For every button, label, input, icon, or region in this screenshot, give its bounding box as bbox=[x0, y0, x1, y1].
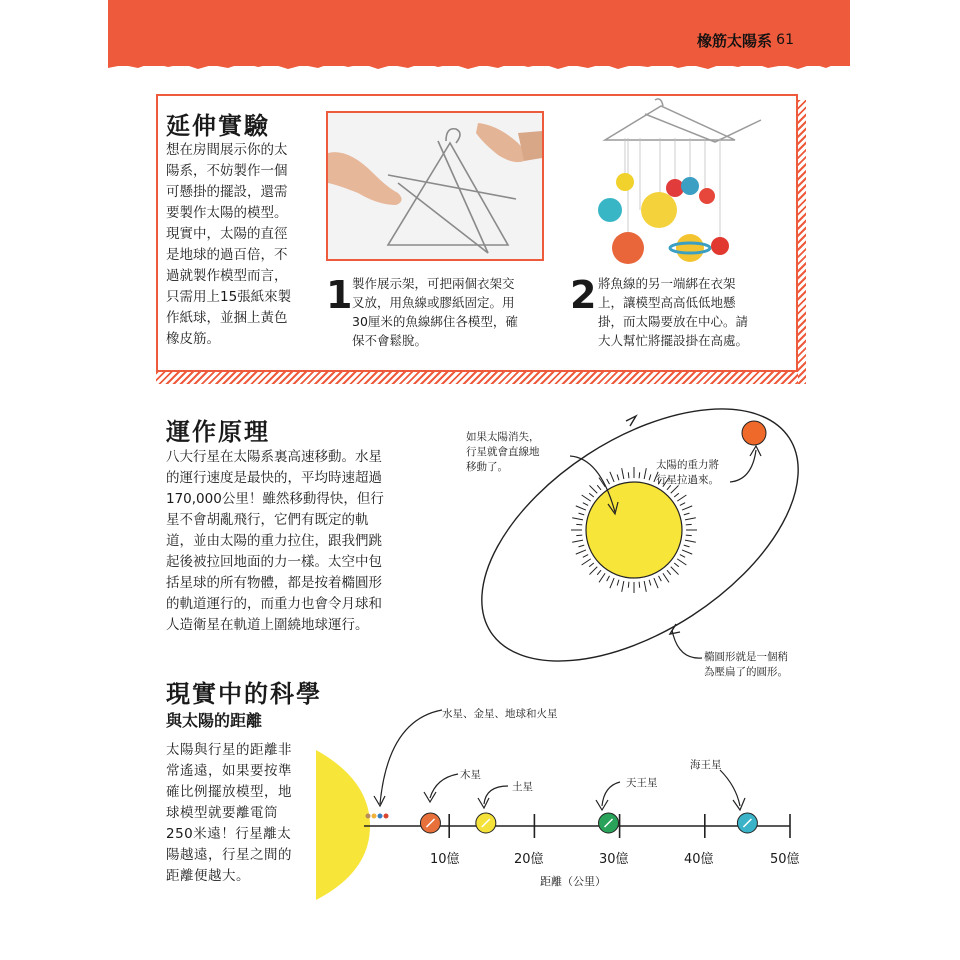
text-line: 掛，而太陽要放在中心。請 bbox=[598, 314, 749, 329]
pointer-arrow bbox=[672, 630, 702, 658]
sun-ray bbox=[685, 540, 696, 542]
sun-ray bbox=[576, 535, 582, 536]
extension-paragraph bbox=[166, 140, 316, 350]
text-line: 的軌道運行的，而重力也會令月球和 bbox=[166, 596, 382, 612]
text-line: 橡皮筋。 bbox=[166, 331, 220, 347]
step-number: 2 bbox=[570, 273, 597, 317]
inner-planets-label: 水星、金星、地球和火星 bbox=[442, 708, 558, 720]
text-line: 製作展示架，可把兩個衣架交 bbox=[352, 276, 515, 291]
venus bbox=[372, 814, 377, 819]
step-number: 1 bbox=[326, 273, 353, 317]
sun-ray bbox=[684, 545, 690, 547]
panel-shadow-hatch bbox=[156, 372, 804, 384]
sun-ray bbox=[686, 524, 692, 525]
annotation-ellipse: 橢圓形就是一個稍 為壓扁了的圓形。 bbox=[704, 651, 788, 678]
text-line: 250米遠！行星離太 bbox=[166, 826, 292, 842]
sun-ray bbox=[589, 485, 597, 493]
sun-ray bbox=[628, 472, 629, 478]
sun-edge bbox=[316, 750, 370, 900]
tick-label: 30億 bbox=[599, 852, 629, 867]
sun-ray bbox=[610, 472, 614, 482]
sun-ray bbox=[610, 578, 614, 588]
tick-label: 50億 bbox=[770, 852, 800, 867]
sun-ray bbox=[622, 581, 624, 592]
step-text bbox=[352, 274, 552, 350]
sun-ray bbox=[597, 485, 601, 490]
sun-ray bbox=[680, 555, 685, 558]
sun-ray bbox=[682, 550, 692, 554]
text-line: 上，讓模型高高低低地懸 bbox=[598, 295, 736, 310]
sun-ray bbox=[644, 581, 646, 592]
earth bbox=[378, 814, 383, 819]
sun-ray bbox=[680, 503, 685, 506]
sun-ray bbox=[583, 503, 588, 506]
text-line: 現實中，太陽的直徑 bbox=[166, 226, 288, 242]
text-line: 大人幫忙將擺設掛在高處。 bbox=[598, 333, 749, 348]
sun-ray bbox=[617, 474, 619, 480]
text-line: 只需用上15張紙來製 bbox=[166, 289, 292, 305]
jupiter-label: 木星 bbox=[460, 769, 481, 781]
text-line: 陽系，不妨製作一個 bbox=[166, 163, 288, 179]
sun-ray bbox=[671, 567, 679, 575]
sun-ray bbox=[599, 573, 605, 582]
principle-heading: 運作原理 bbox=[166, 418, 270, 446]
text-line: 想在房間展示你的太 bbox=[166, 142, 288, 158]
text-line: 將魚線的另一端綁在衣架 bbox=[598, 276, 736, 291]
sun-ray bbox=[607, 576, 610, 581]
sun-ray bbox=[677, 495, 686, 501]
sun-ray bbox=[572, 540, 583, 542]
text-line: 可懸掛的擺設，還需 bbox=[166, 184, 288, 200]
text-line: 陽越遠，行星之間的 bbox=[166, 847, 292, 863]
orbiting-planet bbox=[742, 421, 766, 445]
sun-ray bbox=[582, 495, 591, 501]
text-line: 人造衛星在軌道上圍繞地球運行。 bbox=[166, 617, 369, 633]
sun-ray bbox=[674, 563, 679, 567]
sun-ray bbox=[576, 524, 582, 525]
text-line: 球模型就要離電筒 bbox=[166, 805, 278, 821]
text-line: 170,000公里！雖然移動得快，但行 bbox=[166, 491, 384, 507]
tick-label: 20億 bbox=[514, 852, 544, 867]
sun-ray bbox=[663, 573, 669, 582]
science-paragraph bbox=[166, 740, 316, 887]
text-line: 常遙遠，如果要按準 bbox=[166, 763, 292, 779]
sun-ray bbox=[677, 559, 686, 565]
sun-ray bbox=[583, 555, 588, 558]
sun-ray bbox=[576, 506, 586, 510]
sun-ray bbox=[597, 570, 601, 575]
sun-ray bbox=[589, 567, 597, 575]
tick-label: 40億 bbox=[684, 852, 714, 867]
text-line: 距離便越大。 bbox=[166, 868, 250, 884]
hanger-photo bbox=[326, 111, 544, 261]
sun-ray bbox=[589, 563, 594, 567]
text-line: 太陽與行星的距離非 bbox=[166, 742, 292, 758]
sun-ray bbox=[674, 493, 679, 497]
pointer-arrow bbox=[380, 710, 442, 804]
chapter-title: 橡筋太陽系 bbox=[696, 32, 772, 50]
sun-ray bbox=[628, 582, 629, 588]
sun-ray bbox=[654, 578, 658, 588]
text-line: 叉放，用魚線或膠紙固定。用 bbox=[352, 295, 515, 310]
step-text bbox=[598, 274, 788, 350]
torn-edge bbox=[108, 60, 850, 72]
sun-ray bbox=[578, 545, 584, 547]
text-line: 是地球的過百倍，不 bbox=[166, 247, 288, 263]
text-line: 過就製作模型而言， bbox=[166, 268, 288, 284]
sun-ray bbox=[639, 472, 640, 478]
sun-ray bbox=[578, 513, 584, 515]
solar-mobile-photo bbox=[565, 98, 785, 274]
sun-ray bbox=[589, 493, 594, 497]
sun-ray bbox=[659, 576, 662, 581]
axis-label: 距離（公里） bbox=[540, 875, 606, 888]
panel-shadow-side bbox=[798, 100, 806, 384]
pointer-arrow bbox=[602, 782, 620, 806]
tick-label: 10億 bbox=[430, 852, 460, 867]
page-number: 61 bbox=[776, 32, 794, 48]
science-heading: 現實中的科學 bbox=[166, 680, 322, 708]
pointer-arrow bbox=[720, 770, 740, 806]
sun-ray bbox=[667, 570, 671, 575]
pointer-arrow bbox=[730, 450, 756, 482]
sun-ray bbox=[685, 518, 696, 520]
neptune-label: 海王星 bbox=[690, 759, 722, 771]
text-line: 括星球的所有物體，都是按着橢圓形 bbox=[166, 575, 382, 591]
orbit-arrow bbox=[670, 624, 680, 634]
outer-planets bbox=[420, 813, 757, 833]
sun bbox=[586, 482, 682, 578]
annotation-gravity: 太陽的重力將 行星拉過來。 bbox=[656, 459, 719, 486]
sun-ray bbox=[576, 550, 586, 554]
sun-ray bbox=[607, 479, 610, 484]
sun-ray bbox=[682, 506, 692, 510]
text-line: 的運行速度是最快的，平均時速超過 bbox=[166, 470, 382, 486]
text-line: 八大行星在太陽系裏高速移動。水星 bbox=[166, 449, 382, 465]
extension-heading: 延伸實驗 bbox=[166, 112, 270, 140]
orbit-arrow bbox=[626, 416, 636, 426]
text-line: 道，並由太陽的重力拉住，跟我們跳 bbox=[166, 533, 382, 549]
text-line: 起後被拉回地面的力一樣。太空中包 bbox=[166, 554, 382, 570]
sun-ray bbox=[639, 582, 640, 588]
sun-ray bbox=[649, 474, 651, 480]
text-line: 星不會胡亂飛行，它們有既定的軌 bbox=[166, 512, 369, 528]
science-subheading: 與太陽的距離 bbox=[166, 711, 263, 730]
sun-ray bbox=[622, 468, 624, 479]
principle-paragraph bbox=[166, 447, 416, 636]
sun-ray bbox=[617, 580, 619, 586]
sun-ray bbox=[644, 468, 646, 479]
uranus-label: 天王星 bbox=[626, 777, 658, 789]
sun-ray bbox=[572, 518, 583, 520]
sun-ray bbox=[686, 535, 692, 536]
sun-ray bbox=[684, 513, 690, 515]
text-line: 30厘米的魚線綁住各模型，確 bbox=[352, 314, 518, 329]
text-line: 作紙球，並捆上黃色 bbox=[166, 310, 288, 326]
mars bbox=[384, 814, 389, 819]
text-line: 要製作太陽的模型。 bbox=[166, 205, 288, 221]
text-line: 確比例擺放模型，地 bbox=[166, 784, 292, 800]
sun-ray bbox=[582, 559, 591, 565]
inner-planets bbox=[366, 814, 389, 819]
mercury bbox=[366, 814, 371, 819]
saturn-label: 土星 bbox=[512, 781, 533, 793]
text-line: 保不會鬆脫。 bbox=[352, 333, 428, 348]
sun-ray bbox=[649, 580, 651, 586]
annotation-sun-disappears: 如果太陽消失， 行星就會直線地 移動了。 bbox=[466, 431, 540, 473]
